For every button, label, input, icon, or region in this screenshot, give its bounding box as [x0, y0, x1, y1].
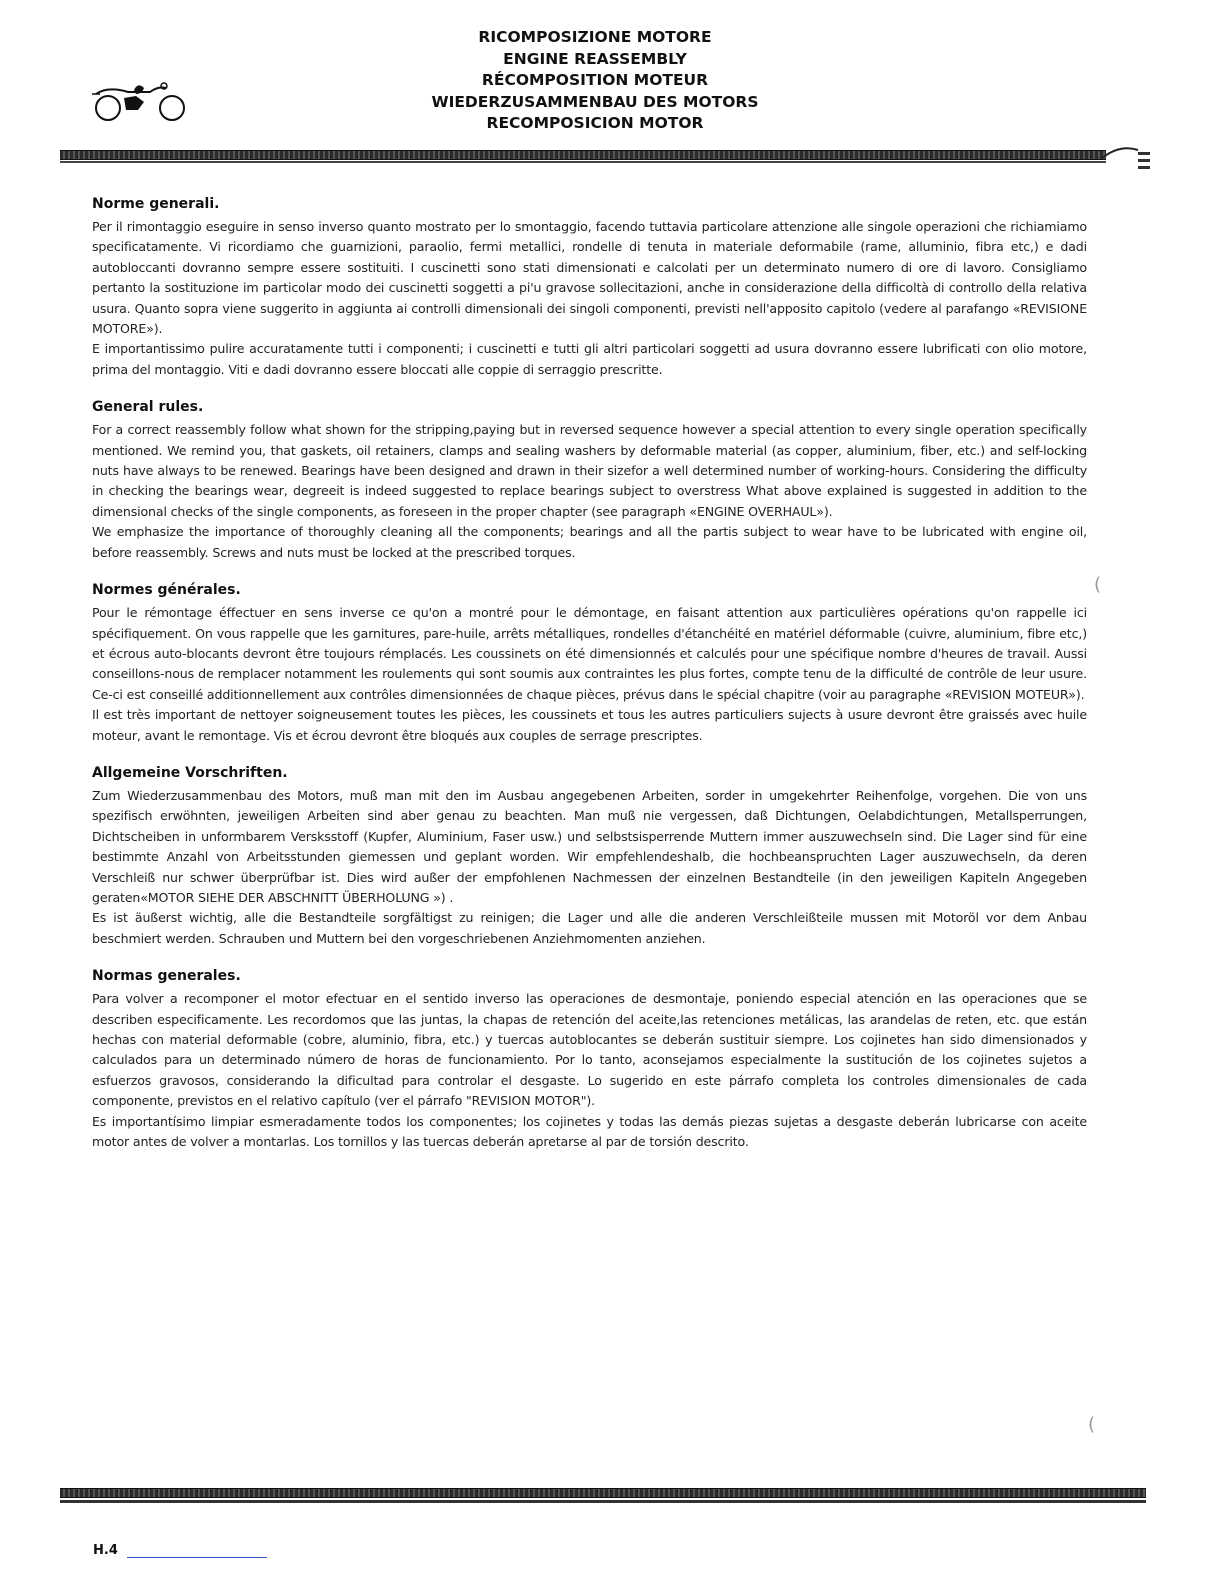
- header-divider-thin: [60, 161, 1106, 163]
- scan-artifact: (: [1094, 574, 1102, 595]
- footer-divider: [60, 1488, 1146, 1498]
- section-paragraph: Es ist äußerst wichtig, alle die Bestandteile sorgfältigst zu reinigen; die Lager und alle die anderen Verschleißteile mussen mit Motoröl vor dem Anbau beschmiert werden. Schrauben und Muttern bei den vorgeschriebenen Anziehmomenten anziehen.: [92, 910, 1087, 946]
- section-spanish: [92, 967, 1087, 1152]
- motorcycle-icon: [88, 76, 194, 126]
- section-paragraph: Para volver a recomponer el motor efectuar en el sentido inverso las operaciones de desmontaje, poniendo especial atención en las operaciones que se describen especificamente. Les recordomos que las juntas, la chapas de retención del aceite,las retenciones metálicas, las arandelas de reten, etc. que están hechas con material deformable (cobre, aluminio, fibra, etc.) y tuercas autoblocantes se deberán sustituir siempre. Los cojinetes han sido dimensionados y calculados para un determinado número de horas de funcionamiento. Por lo tanto, aconsejamos especialmente la sustitución de los cojinetes sujetos a esfuerzos gravosos, considerando la dificultad para controlar el desgaste. Lo sugerido en este párrafo completa los controles dimensionales de cada componente, previstos en el relativo capítulo (ver el párrafo "REVISION MOTOR").: [92, 991, 1087, 1109]
- page-title: [400, 27, 790, 135]
- title-spanish: RECOMPOSICION MOTOR: [486, 114, 704, 132]
- section-heading: Norme generali.: [92, 196, 220, 212]
- title-italian: RICOMPOSIZIONE MOTORE: [478, 28, 712, 46]
- title-french: RÉCOMPOSITION MOTEUR: [481, 71, 709, 89]
- header-divider: [60, 150, 1106, 160]
- section-paragraph: Pour le rémontage éffectuer en sens inverse ce qu'on a montré pour le démontage, en faisant attention aux particulières opérations qu'on rappelle ici spécifiquement. On vous rappelle que les garnitures, pare-huile, arrêts métalliques, rondelles d'étanchéité en matériel déformable (cuivre, aluminium, fibre etc,) et écrous auto-blocants devront être toujours rémplacés. Les coussinets on été dimensionnés et calculés pour une spécifique nombre d'heures de travail. Aussi conseillons-nous de remplacer notamment les roulements qui sont soumis aux contraintes les plus fortes, compte tenu de la difficulté de contrôle de leur usure. Ce-ci est conseillé additionnellement aux contrôles dimensionnées de chaque pièces, prévus dans le spécial chapitre (voir au paragraphe «REVISION MOTEUR»).: [92, 605, 1087, 702]
- section-paragraph: Il est très important de nettoyer soigneusement toutes les pièces, les coussinets et tous les autres particuliers sujects à usure devront être graissés avec huile moteur, avant le remontage. Vis et écrou devront être bloqués aux couples de serrage prescriptes.: [92, 707, 1087, 743]
- section-paragraph: E importantissimo pulire accuratamente tutti i componenti; i cuscinetti e tutti gli altri particolari soggetti ad usura dovranno essere lubrificati con olio motore, prima del montaggio. Viti e dadi dovranno essere bloccati alle coppie di serraggio prescritte.: [92, 341, 1087, 377]
- section-paragraph: We emphasize the importance of thoroughly cleaning all the components; bearings and all the partis subject to wear have to be lubricated with engine oil, before reassembly. Screws and nuts must be locked at the prescribed torques.: [92, 524, 1087, 560]
- title-german: WIEDERZUSAMMENBAU DES MOTORS: [431, 92, 759, 111]
- title-english: ENGINE REASSEMBLY: [503, 49, 687, 68]
- page-link-underline: [127, 1557, 267, 1558]
- section-french: [92, 581, 1087, 746]
- section-heading: Normas generales.: [92, 968, 241, 985]
- scan-artifact: (: [1088, 1414, 1096, 1435]
- section-english: [92, 398, 1087, 563]
- document-body: [92, 195, 1087, 1170]
- section-italian: [92, 195, 1087, 380]
- swoosh-icon: [1098, 140, 1154, 176]
- section-paragraph: Per il rimontaggio eseguire in senso inverso quanto mostrato per lo smontaggio, facendo tuttavia particolare attenzione alle singole operazioni che richiamiamo specificatamente. Vi ricordiamo che guarnizioni, paraolio, fermi metallici, rondelle di tenuta in materiale deformabile (rame, alluminio, fibra etc,) e dadi autobloccanti dovranno sempre essere sostituiti. I cuscinetti sono stati dimensionati e calcolati per un determinato numero di ore di lavoro. Consigliamo pertanto la sostituzione im particolar modo dei cuscinetti soggetti a pi'u gravose sollecitazioni, anche in considerazione della difficoltà di controllo della relativa usura. Quanto sopra viene suggerito in aggiunta ai controlli dimensionali dei singoli componenti, previsti nell'apposito capitolo (vedere al parafango «REVISIONE MOTORE»).: [92, 219, 1087, 337]
- section-paragraph: Es importantísimo limpiar esmeradamente todos los componentes; los cojinetes y todas las demás piezas sujetas a desgaste deberán lubricarse con aceite motor antes de volver a montarlas. Los tornillos y las tuercas deberán apretarse al par de torsión descrito.: [92, 1113, 1087, 1150]
- footer-divider-thin: [60, 1500, 1146, 1503]
- section-paragraph: Zum Wiederzusammenbau des Motors, muß man mit den im Ausbau angegebenen Arbeiten, sorder in umgekehrter Reihenfolge, vorgehen. Die von uns spezifisch erwöhnten, jeweiligen Arbeiten sind aber genau zu beachten. Man muß nie vergessen, daß Dichtungen, Oelabdichtungen, Metallsperrungen, Dichtscheiben in unformbarem Versksstoff (Kupfer, Aluminium, Faser usw.) und selbstsisperrende Muttern immer auszuwechseln sind. Die Lager sind für eine bestimmte Anzahl von Arbeitsstunden giemessen und geplant worden. Wir empfehlendeshalb, die hochbeanspruchten Lager auszuwechseln, da deren Verschleiß nur schwer überprüfbar ist. Dies wird außer der empfohlenen Nachmessen der einzelnen Bestandteile (in den jeweiligen Kapiteln Angegeben geraten«MOTOR SIEHE DER ABSCHNITT ÜBERHOLUNG ») .: [92, 787, 1087, 905]
- section-heading: Allgemeine Vorschriften.: [92, 764, 288, 781]
- section-heading: Normes générales.: [92, 582, 241, 599]
- section-heading: General rules.: [92, 399, 204, 416]
- page-number: H.4: [93, 1543, 118, 1558]
- section-german: [92, 764, 1087, 949]
- section-paragraph: For a correct reassembly follow what shown for the stripping,paying but in reversed sequence however a special attention to every single operation specifically mentioned. We remind you, that gaskets, oil retainers, clamps and sealing washers by deformable material (as copper, aluminium, fiber, etc.) and self-locking nuts have always to be renewed. Bearings have been designed and drawn in their sizefor a well determined number of working-hours. Considering the difficulty in checking the bearings wear, degreeit is indeed suggested to replace bearings subject to overstress What above explained is suggested in addition to the dimensional checks of the single components, as foreseen in the proper chapter (see paragraph «ENGINE OVERHAUL»).: [92, 422, 1087, 519]
